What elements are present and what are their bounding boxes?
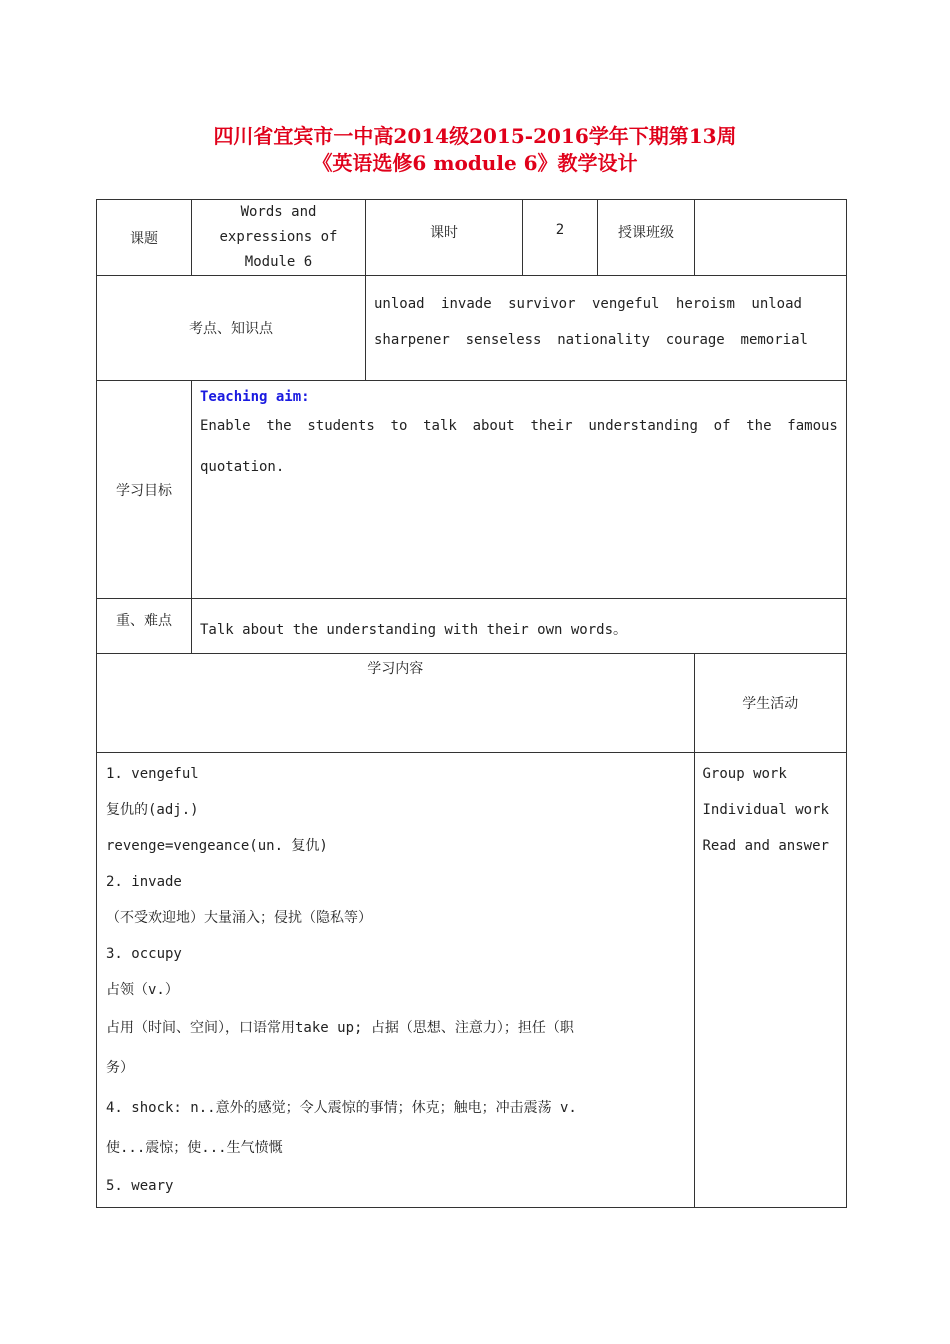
content-section (97, 654, 847, 1208)
objectives-content (192, 381, 847, 599)
content-line: 1. vengeful (106, 765, 199, 782)
vocab-word: heroism (675, 296, 735, 312)
vocab-word: courage (665, 332, 725, 348)
activity-item: Group work (702, 765, 787, 782)
key-points-line1 (374, 286, 802, 322)
objective-word: famous (787, 418, 838, 434)
topic-line: Words and (240, 204, 317, 220)
content-line: revenge=vengeance(un. 复仇) (106, 837, 328, 854)
content-line: 4. shock: n..意外的感觉；令人震惊的事情；休克；触电；冲击震荡 v. (106, 1099, 577, 1116)
vocab-word: unload (374, 296, 425, 312)
content-header-row (97, 654, 846, 752)
objective-line2: quotation. (200, 459, 285, 475)
objective-word: talk (423, 418, 457, 434)
objective-word: of (713, 418, 731, 434)
key-points-content (366, 276, 847, 381)
objective-line1 (200, 413, 838, 439)
difficulty-label: 重、难点 (97, 599, 192, 654)
vocab-word: sharpener (374, 332, 450, 348)
content-line: 3. occupy (106, 945, 182, 962)
vocab-word: survivor (508, 296, 576, 312)
class-label: 授课班级 (598, 200, 695, 276)
content-line: 占用（时间、空间），口语常用take up; 占据（思想、注意力）；担任（职 (106, 1019, 574, 1036)
vocab-word: invade (441, 296, 492, 312)
document-title-line1: 四川省宜宾市一中高2014级2015-2016学年下期第13周 (213, 124, 737, 148)
key-points-row (97, 276, 847, 381)
period-label: 课时 (366, 200, 523, 276)
vocab-word: senseless (465, 332, 542, 348)
topic-line: Module 6 (244, 254, 313, 270)
content-line: 务） (106, 1059, 134, 1076)
objectives-row (97, 381, 847, 599)
difficulty-row (97, 599, 847, 654)
topic-line: expressions of (219, 229, 338, 245)
objective-word: students (307, 418, 375, 434)
objective-word: Enable (200, 418, 251, 434)
content-body (97, 752, 694, 1207)
content-line: （不受欢迎地）大量涌入；侵扰（隐私等） (106, 909, 372, 926)
content-section-cell (97, 654, 847, 1208)
key-points-line2 (374, 322, 808, 358)
objective-word: about (472, 418, 515, 434)
activity-body (694, 752, 846, 1207)
objective-word: their (530, 418, 573, 434)
activity-label: 学生活动 (694, 654, 846, 752)
topic-value (192, 200, 366, 276)
content-line: 复仇的(adj.) (106, 801, 199, 818)
vocab-word: vengeful (592, 296, 660, 312)
difficulty-text: Talk about the understanding with their own words。 (192, 599, 847, 654)
content-line: 占领（v.） (106, 981, 179, 998)
vocab-word: memorial (740, 332, 808, 348)
content-line: 使...震惊；使...生气愤慨 (106, 1139, 283, 1156)
period-value: 2 (523, 200, 598, 276)
content-line: 2. invade (106, 873, 182, 890)
content-body-row (97, 752, 846, 1207)
document-title-line2: 《英语选修6 module 6》教学设计 (312, 151, 638, 175)
objective-word: the (746, 418, 772, 434)
vocab-word: unload (751, 296, 802, 312)
topic-label: 课题 (97, 200, 192, 276)
activity-item: Individual work (702, 801, 829, 818)
objective-word: the (266, 418, 292, 434)
key-points-label: 考点、知识点 (97, 276, 366, 381)
teaching-aim-heading: Teaching aim: (200, 389, 310, 405)
content-line: 5. weary (106, 1177, 174, 1194)
activity-item: Read and answer (702, 837, 829, 854)
vocab-word: nationality (557, 332, 650, 348)
objective-word: understanding (588, 418, 698, 434)
content-label: 学习内容 (97, 654, 694, 752)
header-row (97, 200, 847, 276)
objective-word: to (390, 418, 408, 434)
content-subtable (97, 654, 846, 1207)
class-value (695, 200, 847, 276)
lesson-plan-table (96, 199, 847, 1208)
objectives-label: 学习目标 (97, 381, 192, 599)
